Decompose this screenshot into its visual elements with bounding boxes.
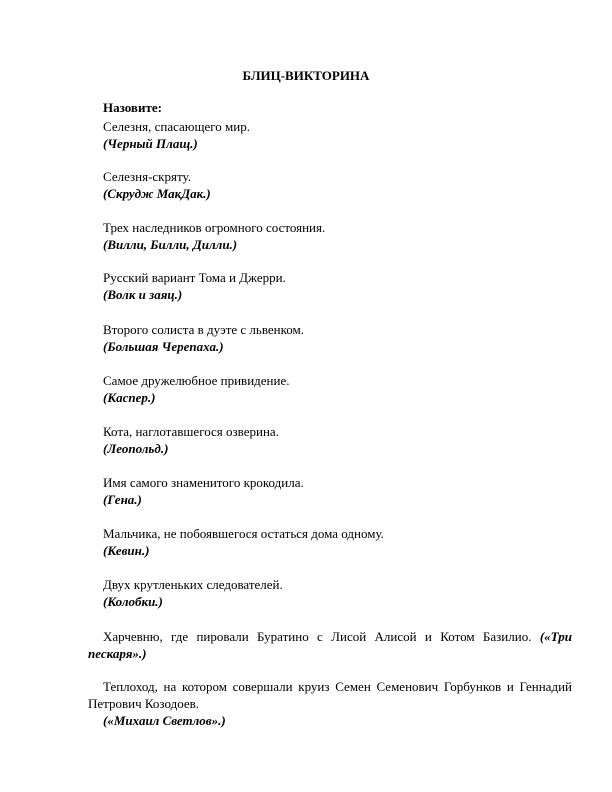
page-title: БЛИЦ-ВИКТОРИНА xyxy=(242,68,370,83)
paragraph-answer: («Три пескаря».) xyxy=(88,629,572,661)
quiz-answer: (Большая Черепаха.) xyxy=(103,339,224,354)
quiz-answer: (Колобки.) xyxy=(103,594,163,609)
paragraph-answer: («Михаил Светлов».) xyxy=(103,713,226,728)
quiz-question: Селезня, спасающего мир. xyxy=(103,119,250,134)
quiz-question: Селезня-скряту. xyxy=(103,169,191,184)
quiz-answer: (Леопольд.) xyxy=(103,441,169,456)
quiz-paragraph xyxy=(88,678,572,729)
quiz-answer: (Кевин.) xyxy=(103,543,150,558)
quiz-paragraph-text xyxy=(88,628,572,662)
quiz-answer: (Черный Плащ.) xyxy=(103,136,198,151)
quiz-heading: Назовите: xyxy=(103,100,162,115)
quiz-question: Второго солиста в дуэте с львенком. xyxy=(103,322,305,337)
paragraph-question: Харчевню, где пировали Буратино с Лисой Алисой и Котом Базилио. xyxy=(103,629,540,644)
quiz-answer: (Вилли, Билли, Дилли.) xyxy=(103,237,238,252)
quiz-question: Мальчика, не побоявшегося остаться дома одному. xyxy=(103,526,384,541)
quiz-answer: (Скрудж МакДак.) xyxy=(103,186,211,201)
quiz-answer: (Волк и заяц.) xyxy=(103,287,183,302)
quiz-paragraph xyxy=(88,628,572,662)
paragraph-question: Теплоход, на котором совершали круиз Семен Семенович Горбунков и Геннадий Петрович Козодоев. xyxy=(88,679,572,711)
quiz-answer: (Каспер.) xyxy=(103,390,156,405)
quiz-question: Самое дружелюбное привидение. xyxy=(103,373,290,388)
quiz-question: Имя самого знаменитого крокодила. xyxy=(103,475,304,490)
quiz-question: Двух крутленьких следователей. xyxy=(103,577,283,592)
quiz-answer: (Гена.) xyxy=(103,492,142,507)
quiz-question: Кота, наглотавшегося озверина. xyxy=(103,424,279,439)
quiz-question: Русский вариант Тома и Джерри. xyxy=(103,270,286,285)
quiz-question: Трех наследников огромного состояния. xyxy=(103,220,326,235)
